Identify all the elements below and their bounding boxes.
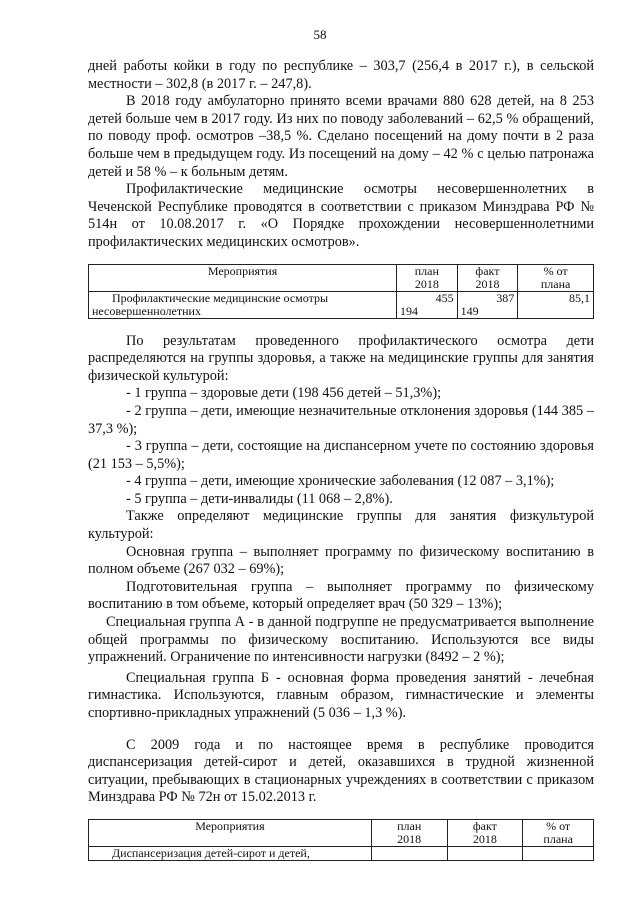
paragraph-special-group-b: Специальная группа Б - основная форма проведения занятий - лечебная гимнастика. Используются, главным образом, гимнастические и элементы спортивно-прикладных упражнений (5 036 – 1,3 %). bbox=[88, 669, 594, 721]
paragraph-outpatient: В 2018 году амбулаторно принято всеми врачами 880 628 детей, на 8 253 детей больше чем в 2017 году. Из них по поводу заболеваний – 62,5 % обращений, по поводу проф. осмотров –38,5 %. Сделано посещений на дому почти в 2 раза больше чем в предыдущем году. Из посещений на дому – 42 % с целью патронажа детей и 58 % – к больным детям. bbox=[88, 93, 594, 180]
header-plan: план 2018 bbox=[371, 819, 447, 846]
page-number: 58 bbox=[313, 27, 327, 42]
paragraph-special-group-a: Специальная группа А - в данной подгруппе не предусматривается выполнение общей программы по физическому воспитанию. Используются все виды упражнений. Ограничение по интенсивности нагрузки (8492 – 2 %); bbox=[88, 614, 594, 666]
table-row bbox=[89, 291, 594, 318]
cell-plan bbox=[371, 846, 447, 860]
table-header-row bbox=[89, 819, 594, 846]
cell-event: Диспансеризация детей-сирот и детей, bbox=[89, 846, 372, 860]
orphans-screening-table bbox=[88, 819, 594, 861]
header-fact: факт 2018 bbox=[447, 819, 523, 846]
paragraph-orphans-screening: С 2009 года и по настоящее время в республике проводится диспансеризация детей-сирот и детей, оказавшихся в трудной жизненной ситуации, пребывающих в стационарных учреждениях в соответствии с приказом Минздрава РФ № 72н от 15.02.2013 г. bbox=[88, 736, 594, 806]
list-item-group-1: - 1 группа – здоровые дети (198 456 детей – 51,3%); bbox=[126, 385, 442, 402]
cell-fact bbox=[447, 846, 523, 860]
table-header-row bbox=[89, 264, 594, 291]
cell-percent bbox=[523, 846, 594, 860]
document-body bbox=[88, 58, 594, 861]
cell-fact: 387 149 bbox=[457, 291, 518, 318]
list-item-group-2: - 2 группа – дети, имеющие незначительные отклонения здоровья (144 385 – 37,3 %); bbox=[88, 402, 594, 437]
paragraph-health-groups: По результатам проведенного профилактического осмотра дети распределяются на группы здоровья, а также на медицинские группы для занятия физической культурой: bbox=[88, 332, 594, 384]
paragraph-main-group: Основная группа – выполняет программу по физическому воспитанию в полном объеме (267 032 – 69%); bbox=[88, 543, 594, 578]
cell-plan: 455 194 bbox=[397, 291, 458, 318]
list-item-group-5: - 5 группа – дети-инвалиды (11 068 – 2,8%). bbox=[126, 490, 393, 507]
header-plan: план 2018 bbox=[397, 264, 458, 291]
cell-event: Профилактические медицинские осмотры несовершеннолетних bbox=[89, 291, 397, 318]
table-row bbox=[89, 846, 594, 860]
header-fact: факт 2018 bbox=[457, 264, 518, 291]
header-percent: % от плана bbox=[518, 264, 594, 291]
paragraph-medical-groups: Также определяют медицинские группы для занятия физкультурой культурой: bbox=[88, 508, 594, 543]
paragraph-preventive-exams: Профилактические медицинские осмотры несовершеннолетних в Чеченской Республике проводятся в соответствии с приказом Минздрава РФ № 514н от 10.08.2017 г. «О Порядке прохождении несовершеннолетними профилактических медицинских осмотров». bbox=[88, 181, 594, 250]
list-item-group-3: - 3 группа – дети, состоящие на диспансерном учете по состоянию здоровья (21 153 – 5,5%); bbox=[88, 438, 594, 472]
paragraph-preparatory-group: Подготовительная группа – выполняет программу по физическому воспитанию в том объеме, который определяет врач (50 329 – 13%); bbox=[88, 578, 594, 613]
preventive-exams-table bbox=[88, 264, 594, 319]
list-item-group-4: - 4 группа – дети, имеющие хронические заболевания (12 087 – 3,1%); bbox=[126, 473, 555, 490]
header-event: Мероприятия bbox=[89, 819, 372, 846]
header-event: Мероприятия bbox=[89, 264, 397, 291]
paragraph-bed-days: дней работы койки в году по республике – 303,7 (256,4 в 2017 г.), в сельской местности – 302,8 (в 2017 г. – 247,8). bbox=[88, 58, 594, 92]
header-percent: % от плана bbox=[523, 819, 594, 846]
cell-percent: 85,1 bbox=[518, 291, 594, 318]
